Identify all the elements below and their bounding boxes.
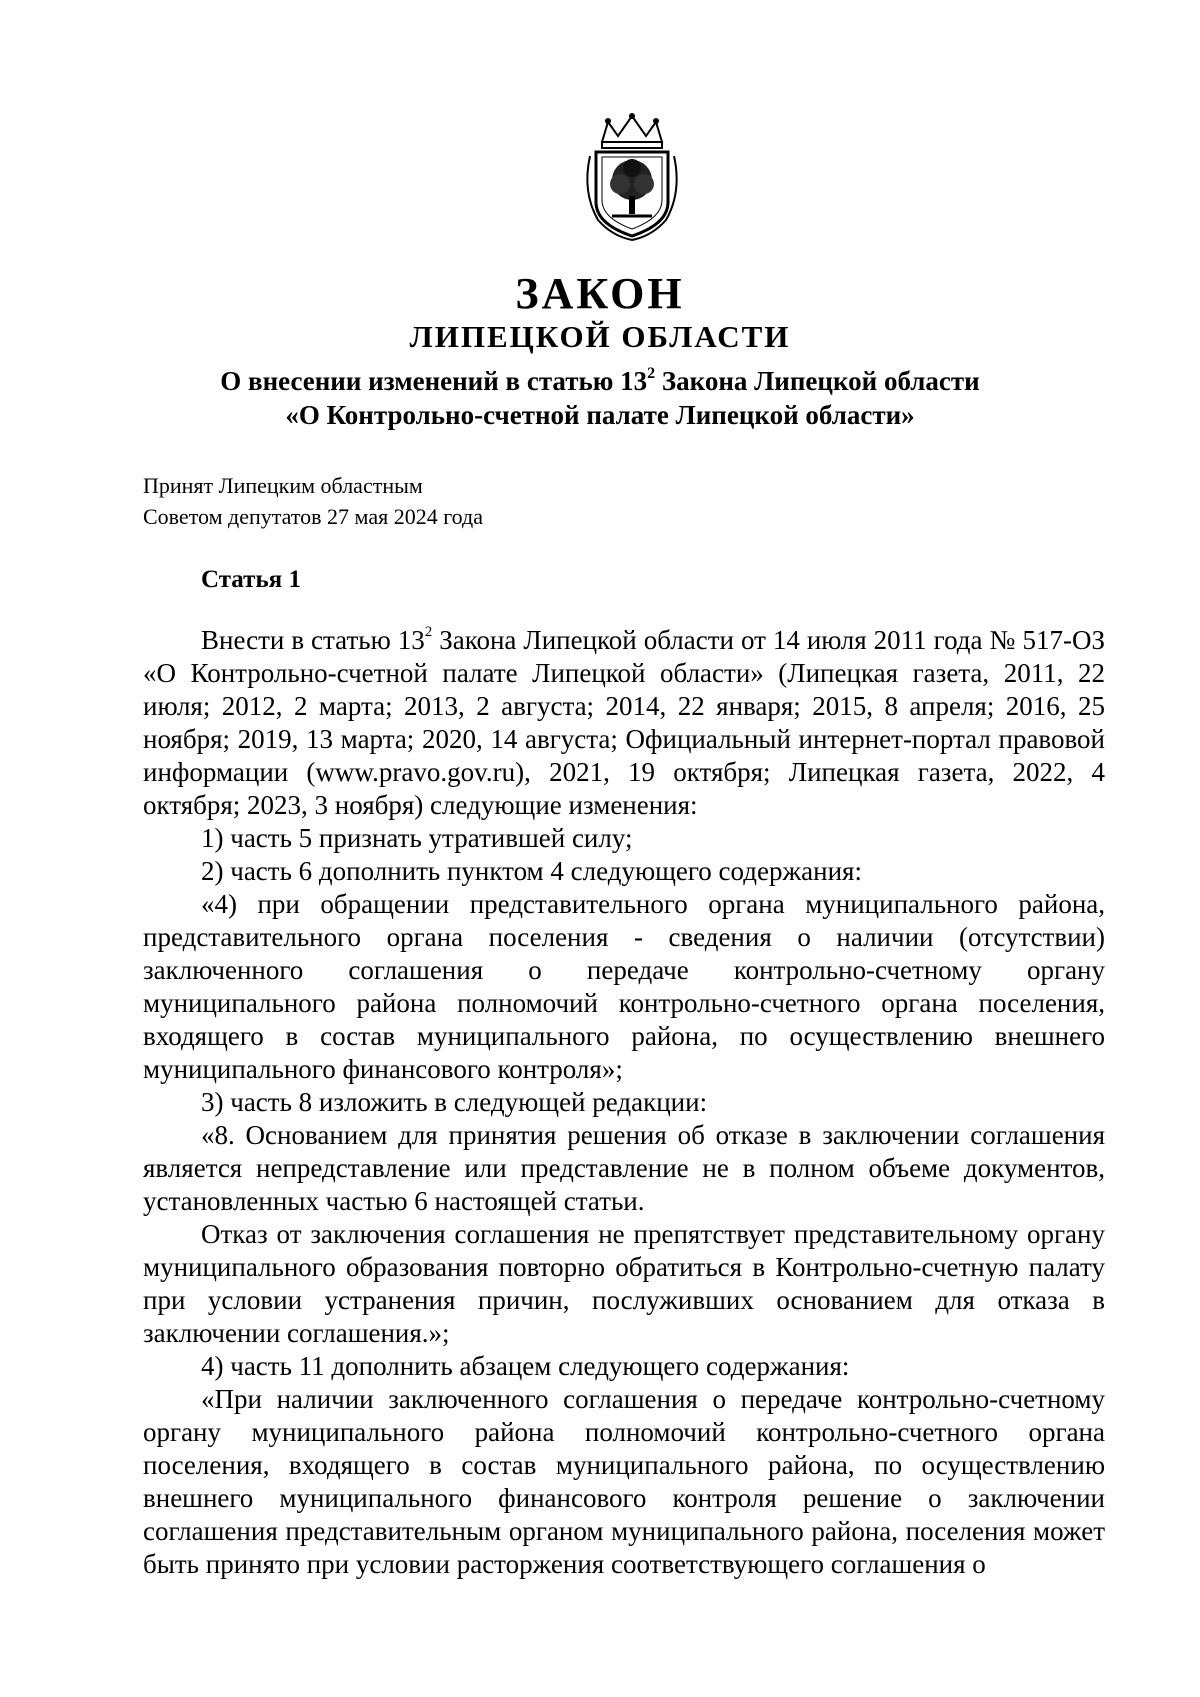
paragraph: «4) при обращении представительного органа муниципального района, представительного органа поселения - сведения о наличии (отсутствии) заключенного соглашения о передаче контрольно-счетному органу муниципального района полномочий контрольно-счетного органа поселения, входящего в состав муниципального района, по осуществлению внешнего муниципального финансового контроля»; xyxy=(143,889,1105,1084)
subject-superscript: 2 xyxy=(647,365,656,382)
paragraph: 1) часть 5 признать утратившей силу; xyxy=(201,823,633,853)
article-body xyxy=(143,624,1105,1581)
article-intro: Внести в статью $13^2$ Закона Липецкой области от 14 июля 2011 года № 517-ОЗ «О Контрольно-счетной палате Липецкой области» (Липецкая газета, 2011, 22 июля; 2012, 2 марта; 2013, 2 августа; 2014, 22 января; 2015, 8 апреля; 2016, 25 ноября; 2019, 13 марта; 2020, 14 августа; Официальный интернет-портал правовой информации (www.pravo.gov.ru), 2021, 19 октября; Липецкая газета, 2022, 4 октября; 2023, 3 ноября) следующие изменения: xyxy=(143,624,1105,820)
coat-of-arms-icon xyxy=(572,112,692,242)
article-heading: Статья 1 xyxy=(201,566,301,593)
paragraph: 4) часть 11 дополнить абзацем следующего содержания: xyxy=(201,1351,850,1381)
paragraph: 2) часть 6 дополнить пунктом 4 следующего содержания: xyxy=(201,856,862,886)
law-subject xyxy=(0,364,1200,432)
paragraph: Отказ от заключения соглашения не препятствует представительному органу муниципального образования повторно обратиться в Контрольно-счетную палату при условии устранения причин, послуживших основанием для отказа в заключении соглашения.»; xyxy=(143,1219,1105,1348)
paragraph: 3) часть 8 изложить в следующей редакции: xyxy=(201,1087,708,1117)
paragraph: «При наличии заключенного соглашения о передаче контрольно-счетному органу муниципального района полномочий контрольно-счетного органа поселения, входящего в состав муниципального района, по осуществлению внешнего муниципального финансового контроля решение о заключении соглашения представительным органом муниципального района, поселения может быть принято при условии расторжения соответствующего соглашения о xyxy=(143,1384,1105,1579)
adoption-note: Принят Липецким областным Советом депутатов 27 мая 2024 года xyxy=(143,473,484,529)
law-region: ЛИПЕЦКОЙ ОБЛАСТИ xyxy=(409,319,791,354)
subject-line-2: «О Контрольно-счетной палате Липецкой области» xyxy=(285,400,915,430)
subject-line-1: О внесении изменений в статью $13^2$ Закона Липецкой области xyxy=(220,365,980,396)
law-title: ЗАКОН xyxy=(515,269,685,318)
paragraph: «8. Основанием для принятия решения об отказе в заключении соглашения является непредставление или представление не в полном объеме документов, установленных частью 6 настоящей статьи. xyxy=(143,1120,1105,1216)
